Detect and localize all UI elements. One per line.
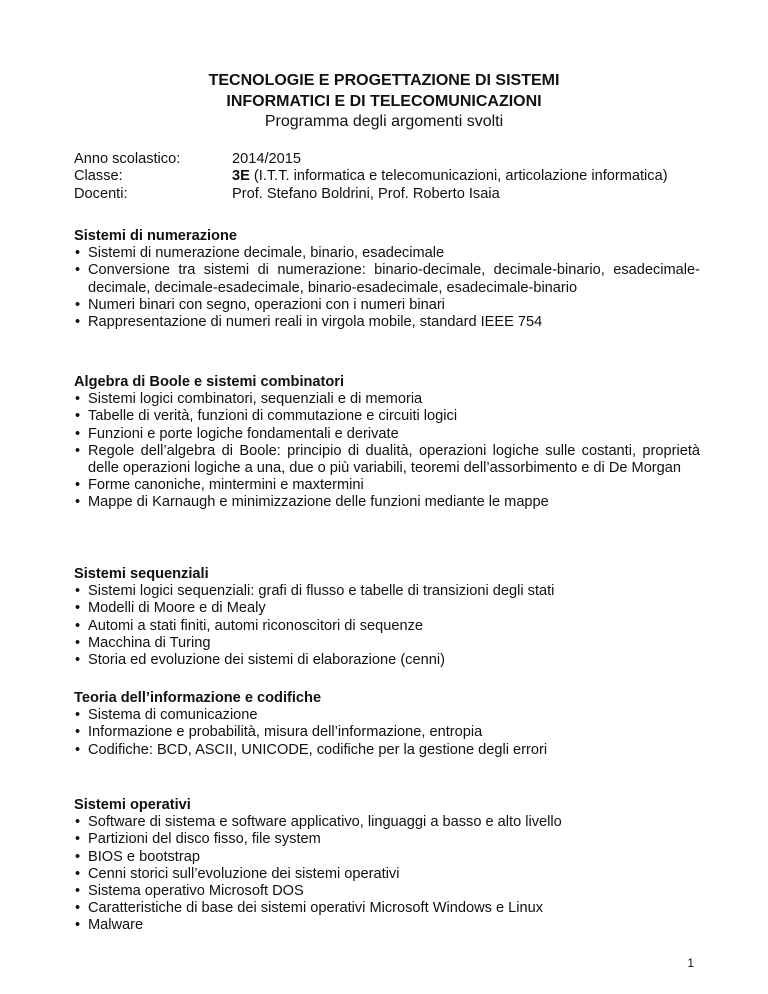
bullet-icon: • xyxy=(75,634,81,651)
section-algebra-boole xyxy=(74,374,700,512)
list-item-text: Tabelle di verità, funzioni di commutazione e circuiti logici xyxy=(88,408,458,425)
list-item xyxy=(74,831,700,848)
topic-list xyxy=(74,583,700,669)
bullet-icon: • xyxy=(75,494,81,511)
bullet-icon: • xyxy=(75,425,81,442)
bullet-icon: • xyxy=(75,652,81,669)
list-item xyxy=(74,426,700,443)
list-item-text: Storia ed evoluzione dei sistemi di elaborazione (cenni) xyxy=(88,652,445,669)
section-sistemi-numerazione xyxy=(74,228,700,331)
bullet-icon: • xyxy=(75,865,81,882)
list-item xyxy=(74,883,700,900)
year-label: Anno scolastico: xyxy=(74,151,181,167)
list-item-text: Informazione e probabilità, misura dell’informazione, entropia xyxy=(88,724,483,741)
list-item xyxy=(74,866,700,883)
list-item xyxy=(74,814,700,831)
list-item-text: Sistemi di numerazione decimale, binario, esadecimale xyxy=(88,245,445,262)
bullet-icon: • xyxy=(75,583,81,600)
page-number: 1 xyxy=(687,956,694,970)
page-title xyxy=(0,70,768,112)
list-item-text: Modelli di Moore e di Mealy xyxy=(88,600,266,617)
class-value xyxy=(232,168,668,185)
list-item xyxy=(74,600,700,617)
list-item-text: Forme canoniche, mintermini e maxtermini xyxy=(88,477,364,494)
title-line-1: TECNOLOGIE E PROGETTAZIONE DI SISTEMI xyxy=(208,72,560,89)
list-item-text: Cenni storici sull’evoluzione dei sistemi operativi xyxy=(88,865,400,882)
section-title: Teoria dell’informazione e codifiche xyxy=(74,690,322,706)
topic-list xyxy=(74,245,700,331)
topic-list xyxy=(74,814,700,934)
section-title: Sistemi sequenziali xyxy=(74,566,209,582)
list-item-text: BIOS e bootstrap xyxy=(88,848,200,865)
section-title: Sistemi di numerazione xyxy=(74,228,238,244)
bullet-icon: • xyxy=(75,391,81,408)
list-item xyxy=(74,742,700,759)
list-item xyxy=(74,618,700,635)
section-sistemi-operativi xyxy=(74,797,700,935)
bullet-icon: • xyxy=(75,617,81,634)
year-value: 2014/2015 xyxy=(232,151,301,167)
topic-list xyxy=(74,707,700,759)
class-code: 3E xyxy=(232,168,250,185)
page-subtitle: Programma degli argomenti svolti xyxy=(264,113,504,130)
bullet-icon: • xyxy=(75,314,81,331)
class-label: Classe: xyxy=(74,168,123,185)
bullet-icon: • xyxy=(75,848,81,865)
bullet-icon: • xyxy=(75,245,81,262)
list-item-text: Numeri binari con segno, operazioni con i numeri binari xyxy=(88,296,445,313)
title-line-2: INFORMATICI E DI TELECOMUNICAZIONI xyxy=(226,93,542,110)
list-item-text: Rappresentazione di numeri reali in virgola mobile, standard IEEE 754 xyxy=(88,314,543,331)
bullet-icon: • xyxy=(75,883,81,900)
bullet-icon: • xyxy=(75,296,81,313)
list-item xyxy=(74,443,700,477)
list-item xyxy=(74,494,700,511)
list-item-text: Sistema di comunicazione xyxy=(88,707,258,724)
list-item-text: Conversione tra sistemi di numerazione: binario-decimale, decimale-binario, esadecimale-decimale, decimale-esadecimale, binario-esadecimale, esadecimale-binario xyxy=(88,262,700,296)
list-item xyxy=(74,900,700,917)
list-item-text: Macchina di Turing xyxy=(88,634,211,651)
list-item-text: Partizioni del disco fisso, file system xyxy=(88,831,321,848)
bullet-icon: • xyxy=(75,262,81,279)
bullet-icon: • xyxy=(75,477,81,494)
bullet-icon: • xyxy=(75,917,81,934)
list-item xyxy=(74,583,700,600)
list-item xyxy=(74,314,700,331)
teachers-label: Docenti: xyxy=(74,185,128,202)
list-item xyxy=(74,477,700,494)
list-item-text: Regole dell’algebra di Boole: principio di dualità, operazioni logiche sulle costanti, proprietà delle operazioni logiche a una, due o più variabili, teoremi dell’assorbimento e di De Morgan xyxy=(88,442,700,477)
list-item-text: Mappe di Karnaugh e minimizzazione delle funzioni mediante le mappe xyxy=(88,494,549,511)
section-title: Sistemi operativi xyxy=(74,797,191,813)
bullet-icon: • xyxy=(75,600,81,617)
bullet-icon: • xyxy=(75,741,81,758)
bullet-icon: • xyxy=(75,900,81,917)
info-row-teachers xyxy=(74,186,714,203)
list-item xyxy=(74,635,700,652)
section-title: Algebra di Boole e sistemi combinatori xyxy=(74,374,345,390)
list-item-text: Codifiche: BCD, ASCII, UNICODE, codifiche per la gestione degli errori xyxy=(88,741,548,758)
bullet-icon: • xyxy=(75,831,81,848)
section-teoria-informazione xyxy=(74,690,700,759)
list-item xyxy=(74,724,700,741)
section-sistemi-sequenziali xyxy=(74,566,700,669)
list-item xyxy=(74,707,700,724)
list-item xyxy=(74,917,700,934)
list-item-text: Sistema operativo Microsoft DOS xyxy=(88,883,304,900)
list-item-text: Automi a stati finiti, automi riconoscitori di sequenze xyxy=(88,617,424,634)
list-item-text: Malware xyxy=(88,917,144,934)
list-item xyxy=(74,408,700,425)
list-item-text: Software di sistema e software applicativo, linguaggi a basso e alto livello xyxy=(88,814,562,831)
info-row-class xyxy=(74,168,714,185)
teachers-value: Prof. Stefano Boldrini, Prof. Roberto Isaia xyxy=(232,185,500,202)
class-description: (I.T.T. informatica e telecomunicazioni, articolazione informatica) xyxy=(249,168,668,185)
list-item xyxy=(74,652,700,669)
info-row-year xyxy=(74,151,714,168)
list-item xyxy=(74,849,700,866)
bullet-icon: • xyxy=(75,707,81,724)
bullet-icon: • xyxy=(75,442,81,459)
bullet-icon: • xyxy=(75,724,81,741)
list-item xyxy=(74,297,700,314)
list-item-text: Sistemi logici combinatori, sequenziali e di memoria xyxy=(88,391,423,408)
list-item xyxy=(74,245,700,262)
bullet-icon: • xyxy=(75,408,81,425)
list-item-text: Funzioni e porte logiche fondamentali e derivate xyxy=(88,425,399,442)
course-info xyxy=(74,151,714,203)
topic-list xyxy=(74,391,700,511)
list-item xyxy=(74,391,700,408)
list-item xyxy=(74,262,700,296)
bullet-icon: • xyxy=(75,814,81,831)
list-item-text: Sistemi logici sequenziali: grafi di flusso e tabelle di transizioni degli stati xyxy=(88,583,555,600)
list-item-text: Caratteristiche di base dei sistemi operativi Microsoft Windows e Linux xyxy=(88,900,544,917)
